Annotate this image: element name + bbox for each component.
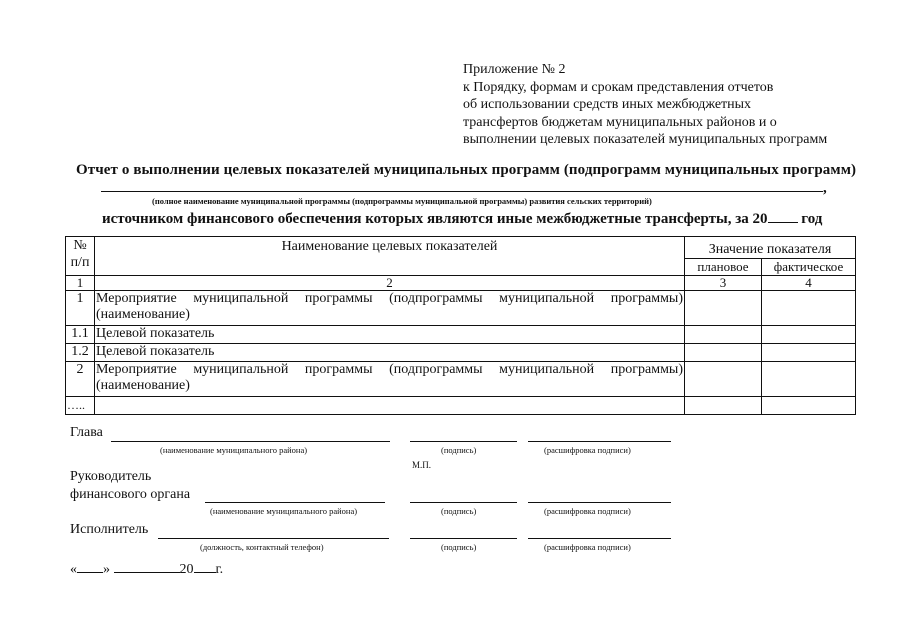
stamp-mark: М.П.: [412, 460, 432, 470]
head-name-caption: (наименование муниципального района): [160, 445, 308, 455]
appendix-note: [463, 61, 827, 149]
header-num: № п/п: [66, 237, 95, 276]
program-name-caption: (полное наименование муниципальной программы (подпрограммы муниципальной программы) развития сельских территорий): [152, 196, 652, 206]
row-name: Целевой показатель: [95, 326, 685, 344]
decode-caption: (расшифровка подписи): [544, 542, 631, 552]
program-name-blank-line: [101, 191, 823, 192]
row-name-line: (наименование): [96, 307, 190, 322]
table-header-row: [66, 237, 856, 259]
header-actual: фактическое: [762, 259, 856, 276]
executor-label: Исполнитель: [70, 522, 149, 537]
index-cell: 1: [66, 276, 95, 291]
row-actual: [762, 344, 856, 362]
row-name-line: Мероприятие муниципальной программы (подпрограммы муниципальной программы): [96, 362, 683, 377]
table-index-row: [66, 276, 856, 291]
decode-caption: (расшифровка подписи): [544, 445, 631, 455]
table-row: [66, 326, 856, 344]
program-name-comma: ,: [823, 180, 827, 196]
row-actual: [762, 291, 856, 326]
finance-label-1: Руководитель: [70, 469, 152, 484]
table-row: [66, 344, 856, 362]
row-num: 1.2: [66, 344, 95, 362]
row-planned: [685, 344, 762, 362]
finance-name-caption: (наименование муниципального района): [210, 506, 358, 516]
appendix-line: Приложение № 2: [463, 62, 566, 77]
date-close-quote: »: [103, 562, 110, 577]
row-name: Целевой показатель: [95, 344, 685, 362]
year-prefix: 20: [179, 562, 194, 577]
row-planned: [685, 326, 762, 344]
row-num: 1.1: [66, 326, 95, 344]
finance-name-line[interactable]: [205, 502, 385, 503]
row-actual: [762, 362, 856, 397]
row-actual: [762, 397, 856, 415]
year-blank: [768, 208, 798, 223]
executor-name-line[interactable]: [158, 538, 389, 539]
header-planned: плановое: [685, 259, 762, 276]
table-row: [66, 362, 856, 397]
executor-signature-line[interactable]: [410, 538, 517, 539]
signature-caption: (подпись): [441, 445, 477, 455]
index-cell: 4: [762, 276, 856, 291]
signature-caption: (подпись): [441, 542, 477, 552]
report-subtitle: [102, 208, 822, 228]
executor-decode-line[interactable]: [528, 538, 671, 539]
subtitle-text: источником финансового обеспечения которых являются иные межбюджетные трансферты, за 20: [102, 211, 768, 227]
index-cell: 3: [685, 276, 762, 291]
row-name: [95, 362, 685, 397]
table-row: [66, 291, 856, 326]
finance-label-2: финансового органа: [70, 487, 191, 502]
report-title: Отчет о выполнении целевых показателей муниципальных программ (подпрограмм муниципальных программ): [76, 162, 857, 178]
row-name: [95, 291, 685, 326]
head-label: Глава: [70, 425, 103, 440]
appendix-line: к Порядку, формам и срокам представления отчетов: [463, 79, 774, 95]
header-value-group: Значение показателя: [685, 237, 856, 259]
row-planned: [685, 362, 762, 397]
table-row: [66, 397, 856, 415]
month-blank[interactable]: [114, 558, 180, 573]
signature-caption: (подпись): [441, 506, 477, 516]
appendix-line: трансфертов бюджетам муниципальных районов и о: [463, 114, 777, 130]
appendix-line: об использовании средств иных межбюджетных: [463, 97, 752, 112]
decode-caption: (расшифровка подписи): [544, 506, 631, 516]
row-planned: [685, 397, 762, 415]
row-num: 2: [66, 362, 95, 397]
finance-signature-line[interactable]: [410, 502, 517, 503]
row-num: 1: [66, 291, 95, 326]
index-cell: 2: [95, 276, 685, 291]
row-name: [95, 397, 685, 415]
day-blank[interactable]: [77, 558, 103, 573]
row-num: …..: [66, 397, 95, 415]
header-name: Наименование целевых показателей: [95, 237, 685, 276]
row-actual: [762, 326, 856, 344]
finance-decode-line[interactable]: [528, 502, 671, 503]
head-name-line[interactable]: [111, 441, 390, 442]
year-suffix: г.: [215, 562, 224, 577]
row-name-line: Мероприятие муниципальной программы (подпрограммы муниципальной программы): [96, 291, 683, 306]
date-open-quote: «: [70, 562, 77, 577]
year-blank[interactable]: [194, 558, 216, 573]
row-planned: [685, 291, 762, 326]
indicators-table: [65, 236, 856, 415]
head-signature-line[interactable]: [410, 441, 517, 442]
executor-caption: (должность, контактный телефон): [200, 542, 324, 552]
date-line: [70, 558, 223, 578]
head-decode-line[interactable]: [528, 441, 671, 442]
appendix-line: выполнении целевых показателей муниципальных программ: [463, 132, 828, 147]
subtitle-year-word: год: [801, 211, 823, 227]
row-name-line: (наименование): [96, 378, 190, 393]
